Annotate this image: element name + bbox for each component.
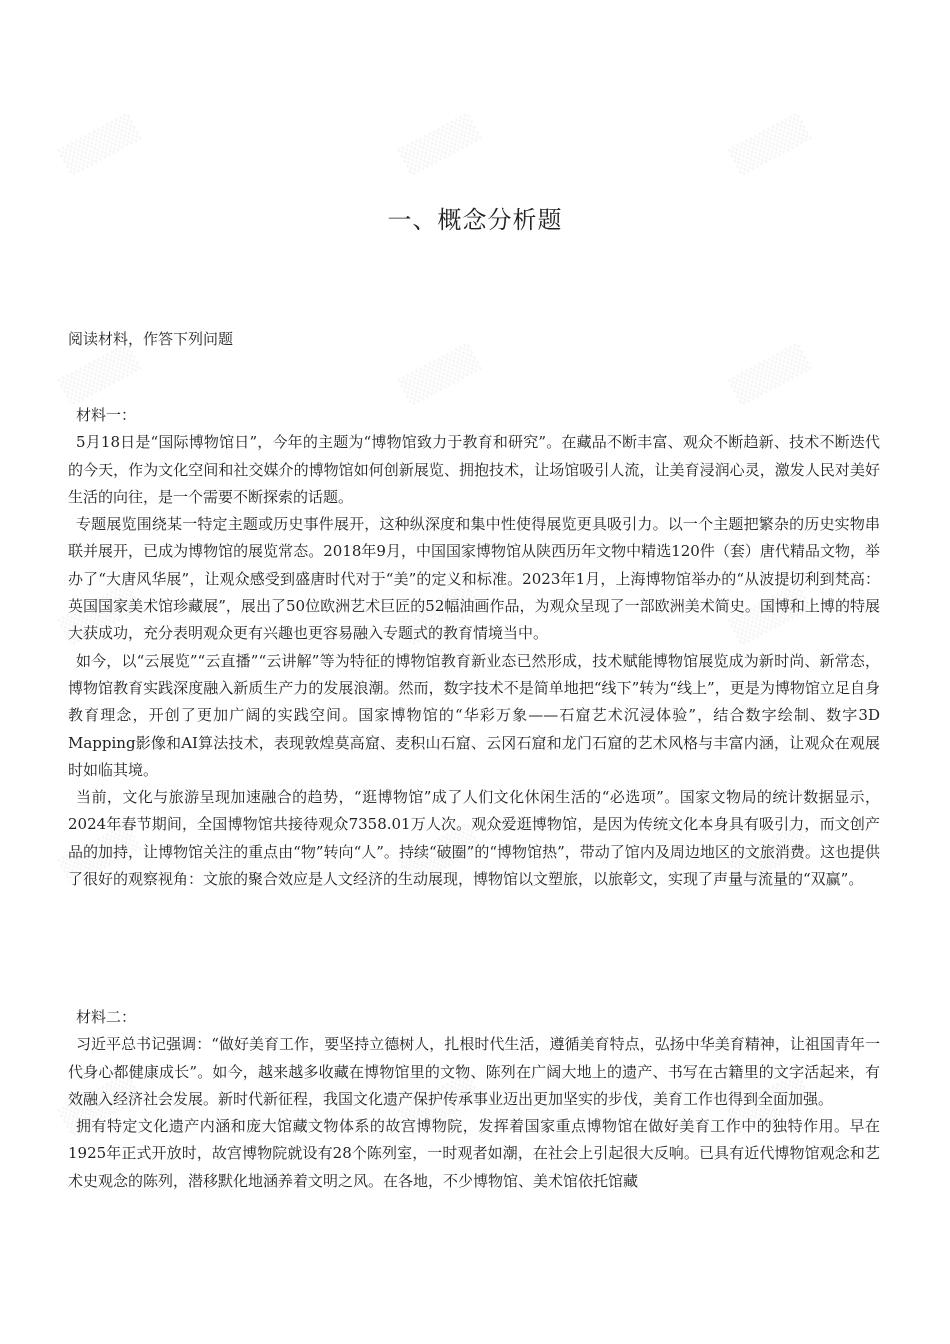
instruction-text: 阅读材料，作答下列问题 [68,330,234,348]
paragraph: 拥有特定文化遗产内涵和庞大馆藏文物体系的故宫博物院，发挥着国家重点博物馆在做好美育工作中的独特作用。早在1925年正式开放时，故宫博物院就设有28个陈列室，一时观者如潮，在社会上引起很大反响。已具有近代博物馆观念和艺术史观念的陈列，潜移默化地涵养着文明之风。在各地，不少博物馆、美术馆依托馆藏 [68,1117,880,1190]
watermark [398,343,483,407]
watermark [728,343,813,407]
paragraph: 习近平总书记强调：“做好美育工作，要坚持立德树人，扎根时代生活，遵循美育特点，弘扬中华美育精神，让祖国青年一代身心都健康成长”。如今，越来越多收藏在博物馆里的文物、陈列在广阔大地上的遗产、书写在古籍里的文字活起来，有效融入经济社会发展。新时代新征程，我国文化遗产保护传承事业迈出更加坚实的步伐，美育工作也得到全面加强。 [68,1035,880,1108]
watermark [58,113,143,177]
material-heading: 材料一： [76,406,137,424]
paragraph: 5月18日是“国际博物馆日”，今年的主题为“博物馆致力于教育和研究”。在藏品不断丰富、观众不断趋新、技术不断迭代的今天，作为文化空间和社交媒介的博物馆如何创新展览、拥抱技术，让场馆吸引人流，让美育浸润心灵，激发人民对美好生活的向往，是一个需要不断探索的话题。 [68,433,880,506]
paragraph: 专题展览围绕某一特定主题或历史事件展开，这种纵深度和集中性使得展览更具吸引力。以一个主题把繁杂的历史实物串联并展开，已成为博物馆的展览常态。2018年9月，中国国家博物馆从陕西历年文物中精选120件（套）唐代精品文物，举办了“大唐风华展”，让观众感受到盛唐时代对于“美”的定义和标准。2023年1月，上海博物馆举办的“从波提切利到梵高：英国国家美术馆珍藏展”，展出了50位欧洲艺术巨匠的52幅油画作品，为观众呈现了一部欧洲美术简史。国博和上博的特展大获成功，充分表明观众更有兴趣也更容易融入专题式的教育情境当中。 [68,515,880,643]
page-title: 一、概念分析题 [387,206,563,234]
material-two-section [68,1004,880,1195]
watermark [398,113,483,177]
watermark [728,113,813,177]
material-one-section [68,402,880,893]
paragraph: 当前，文化与旅游呈现加速融合的趋势，“逛博物馆”成了人们文化休闲生活的“必选项”。国家文物局的统计数据显示，2024年春节期间，全国博物馆共接待观众7358.01万人次。观众爱逛博物馆，是因为传统文化本身具有吸引力，而文创产品的加持，让博物馆关注的重点由“物”转向“人”。持续“破圈”的“博物馆热”，带动了馆内及周边地区的文旅消费。这也提供了很好的观察视角：文旅的聚合效应是人文经济的生动展现，博物馆以文塑旅，以旅彰文，实现了声量与流量的“双赢”。 [68,788,880,889]
watermark [58,343,143,407]
material-heading: 材料二： [76,1008,137,1026]
paragraph: 如今，以“云展览”“云直播”“云讲解”等为特征的博物馆教育新业态已然形成，技术赋能博物馆展览成为新时尚、新常态，博物馆教育实践深度融入新质生产力的发展浪潮。然而，数字技术不是简单地把“线下”转为“线上”，更是为博物馆立足自身教育理念，开创了更加广阔的实践空间。国家博物馆的“华彩万象——石窟艺术沉浸体验”，结合数字绘制、数字3D Mapping影像和AI算法技术，表现敦煌莫高窟、麦积山石窟、云冈石窟和龙门石窟的艺术风格与丰富内涵，让观众在观展时如临其境。 [68,651,880,779]
